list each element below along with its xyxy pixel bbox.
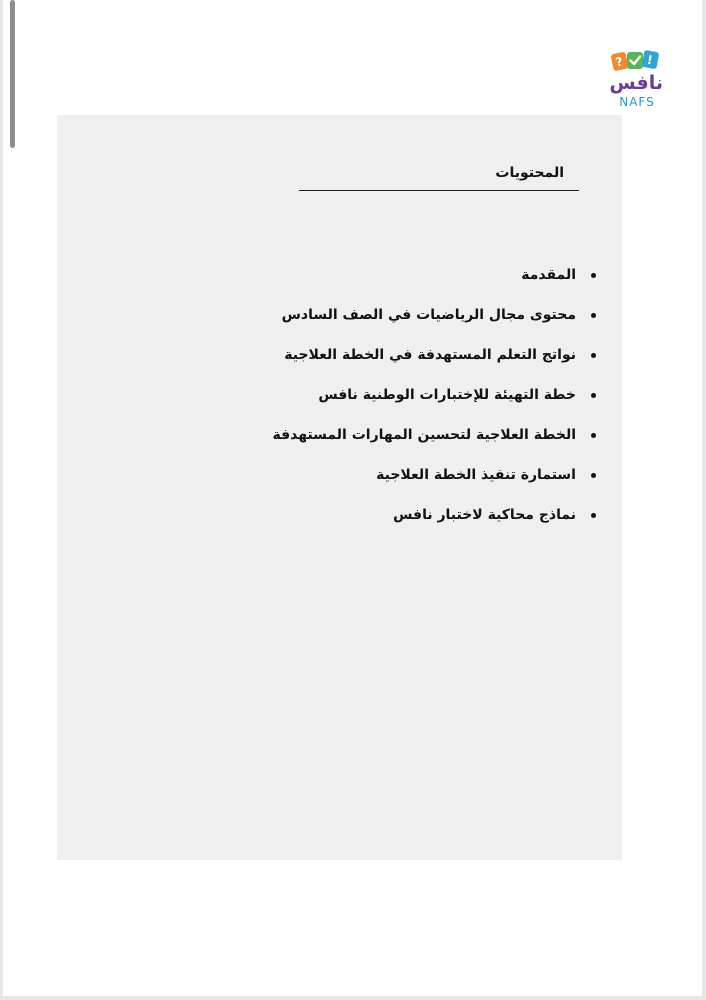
bullet-icon <box>591 393 596 398</box>
list-item <box>272 295 596 335</box>
list-item <box>272 455 596 495</box>
nafs-logo <box>601 48 673 116</box>
list-item <box>272 495 596 535</box>
bullet-icon <box>591 473 596 478</box>
bullet-icon <box>591 433 596 438</box>
list-item-text: محتوى مجال الرياضيات في الصف السادس <box>281 307 576 323</box>
list-item <box>272 335 596 375</box>
bullet-icon <box>591 353 596 358</box>
contents-title: المحتويات <box>495 165 564 181</box>
bullet-icon <box>591 513 596 518</box>
title-underline <box>299 190 579 191</box>
logo-arabic-text: نافس <box>609 72 663 94</box>
list-item-text: نواتج التعلم المستهدفة في الخطة العلاجية <box>284 347 576 363</box>
list-item-text: استمارة تنفيذ الخطة العلاجية <box>376 467 576 483</box>
contents-panel <box>57 115 622 860</box>
logo-latin-text: NAFS <box>619 95 655 109</box>
document-page <box>3 0 702 996</box>
svg-text:?: ? <box>614 54 625 70</box>
list-item-text: نماذج محاكية لاختبار نافس <box>393 507 576 523</box>
list-item-text: خطة التهيئة للإختبارات الوطنية نافس <box>318 387 576 403</box>
list-item <box>272 255 596 295</box>
list-item-text: المقدمة <box>521 267 576 283</box>
list-item <box>272 415 596 455</box>
vertical-scrollbar[interactable] <box>10 0 15 148</box>
bullet-icon <box>591 273 596 278</box>
list-item-text: الخطة العلاجية لتحسين المهارات المستهدفة <box>272 427 576 443</box>
bullet-icon <box>591 313 596 318</box>
svg-text:!: ! <box>645 52 654 68</box>
list-item <box>272 375 596 415</box>
contents-list <box>272 255 596 535</box>
